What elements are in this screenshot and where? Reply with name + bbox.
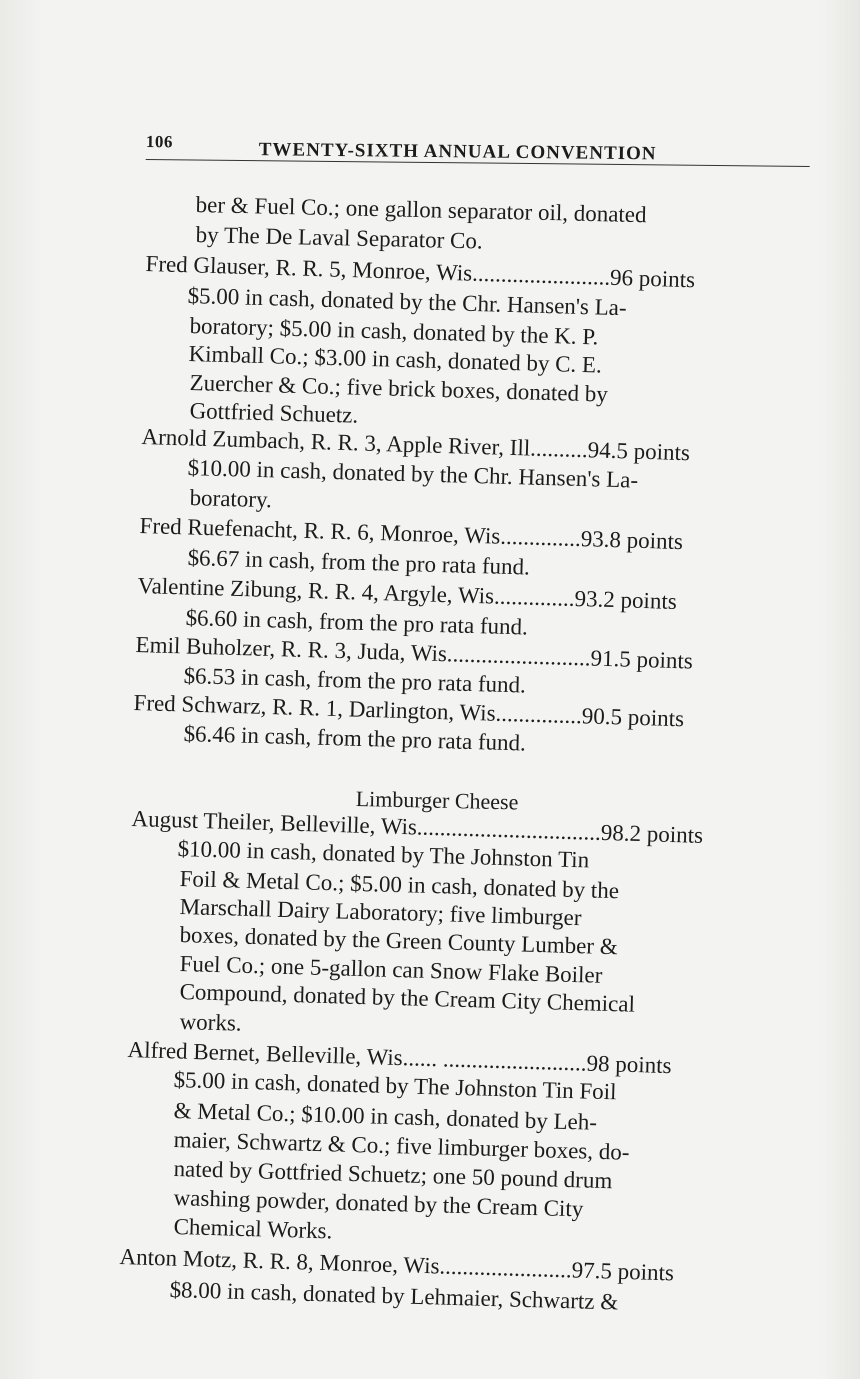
text-line: $6.46 in cash, from the pro rata fund.: [183, 721, 527, 756]
text-line: & Metal Co.; $10.00 in cash, donated by Leh-: [173, 1098, 598, 1135]
dot-leader: ......................: [444, 1253, 573, 1283]
dot-leader: .............: [505, 523, 582, 552]
text-line: Chemical Works.: [173, 1214, 333, 1244]
text-line: boratory; $5.00 in cash, donated by the K. P.: [189, 313, 599, 350]
entrant-name: Alfred Bernet, Belleville, Wis.: [127, 1037, 409, 1071]
entrant-name: Fred Glauser, R. R. 5, Monroe, Wis.: [145, 251, 479, 286]
score: 98.2 points: [600, 819, 704, 848]
dot-leader: ...............................: [422, 814, 602, 845]
text-line: boxes, donated by the Green County Lumber &: [179, 922, 619, 960]
text-line: $10.00 in cash, donated by the Chr. Hansen's La-: [187, 455, 639, 493]
text-line: Gottfried Schuetz.: [189, 398, 359, 428]
entrant-name: August Theiler, Belleville, Wis.: [131, 806, 424, 840]
score: 96 points: [609, 264, 696, 293]
entrant-name: Fred Schwarz, R. R. 1, Darlington, Wis.: [133, 690, 502, 726]
score: 90.5 points: [581, 703, 685, 732]
text-line: Foil & Metal Co.; $5.00 in cash, donated by the: [179, 866, 620, 904]
entrant-name: Fred Ruefenacht, R. R. 6, Monroe, Wis.: [139, 513, 507, 549]
text-line: by The De Laval Separator Co.: [195, 222, 483, 254]
entrant-name: Anton Motz, R. R. 8, Monroe, Wis.: [119, 1244, 446, 1279]
text-line: maier, Schwartz & Co.; five limburger boxes, do-: [173, 1127, 630, 1165]
text-line: nated by Gottfried Schuetz; one 50 pound drum: [173, 1156, 613, 1194]
dot-leader: .............: [499, 583, 575, 611]
score: 93.8 points: [580, 526, 684, 555]
entrant-name: Emil Buholzer, R. R. 3, Juda, Wis.: [135, 632, 454, 667]
score: 97.5 points: [571, 1257, 675, 1286]
text-line: $6.60 in cash, from the pro rata fund.: [185, 605, 529, 640]
text-line: $6.53 in cash, from the pro rata fund.: [183, 663, 527, 698]
text-line: $10.00 in cash, donated by The Johnston Tin: [177, 836, 590, 873]
dot-leader: .......................: [477, 260, 611, 290]
text-line: Kimball Co.; $3.00 in cash, donated by C. E.: [188, 341, 603, 378]
text-line: Marschall Dairy Laboratory; five limburger: [179, 894, 582, 931]
text-line: ber & Fuel Co.; one gallon separator oil, donated: [195, 192, 647, 228]
page-number: 106: [145, 132, 173, 152]
entrant-name: Valentine Zibung, R. R. 4, Argyle, Wis.: [137, 573, 501, 609]
score: 91.5 points: [590, 645, 694, 674]
score: 98 points: [586, 1050, 672, 1079]
dot-leader: ..... .........................: [408, 1045, 588, 1076]
running-head: TWENTY-SIXTH ANNUAL CONVENTION: [258, 139, 657, 165]
dot-leader: ..............: [500, 700, 583, 729]
dot-leader: .........: [535, 435, 589, 463]
text-line: Compound, donated by the Cream City Chemical: [179, 979, 636, 1017]
text-line: $6.67 in cash, from the pro rata fund.: [187, 545, 531, 580]
score: 93.2 points: [574, 585, 678, 614]
text-line: $5.00 in cash, donated by the Chr. Hansen's La-: [187, 283, 627, 321]
entrant-name: Arnold Zumbach, R. R. 3, Apple River, Ill.: [141, 424, 537, 461]
score: 94.5 points: [587, 437, 691, 466]
section-heading: Limburger Cheese: [355, 786, 519, 815]
text-line: washing powder, donated by the Cream City: [173, 1185, 584, 1222]
text-line: $5.00 in cash, donated by The Johnston Tin Foil: [173, 1067, 617, 1105]
dot-leader: ........................: [452, 641, 591, 671]
text-line: $8.00 in cash, donated by Lehmaier, Schwartz &: [169, 1277, 619, 1315]
text-line: boratory.: [189, 485, 273, 513]
text-line: Fuel Co.; one 5-gallon can Snow Flake Boiler: [179, 951, 603, 988]
text-line: Zuercher & Co.; five brick boxes, donated by: [189, 370, 609, 407]
text-line: works.: [179, 1009, 242, 1036]
